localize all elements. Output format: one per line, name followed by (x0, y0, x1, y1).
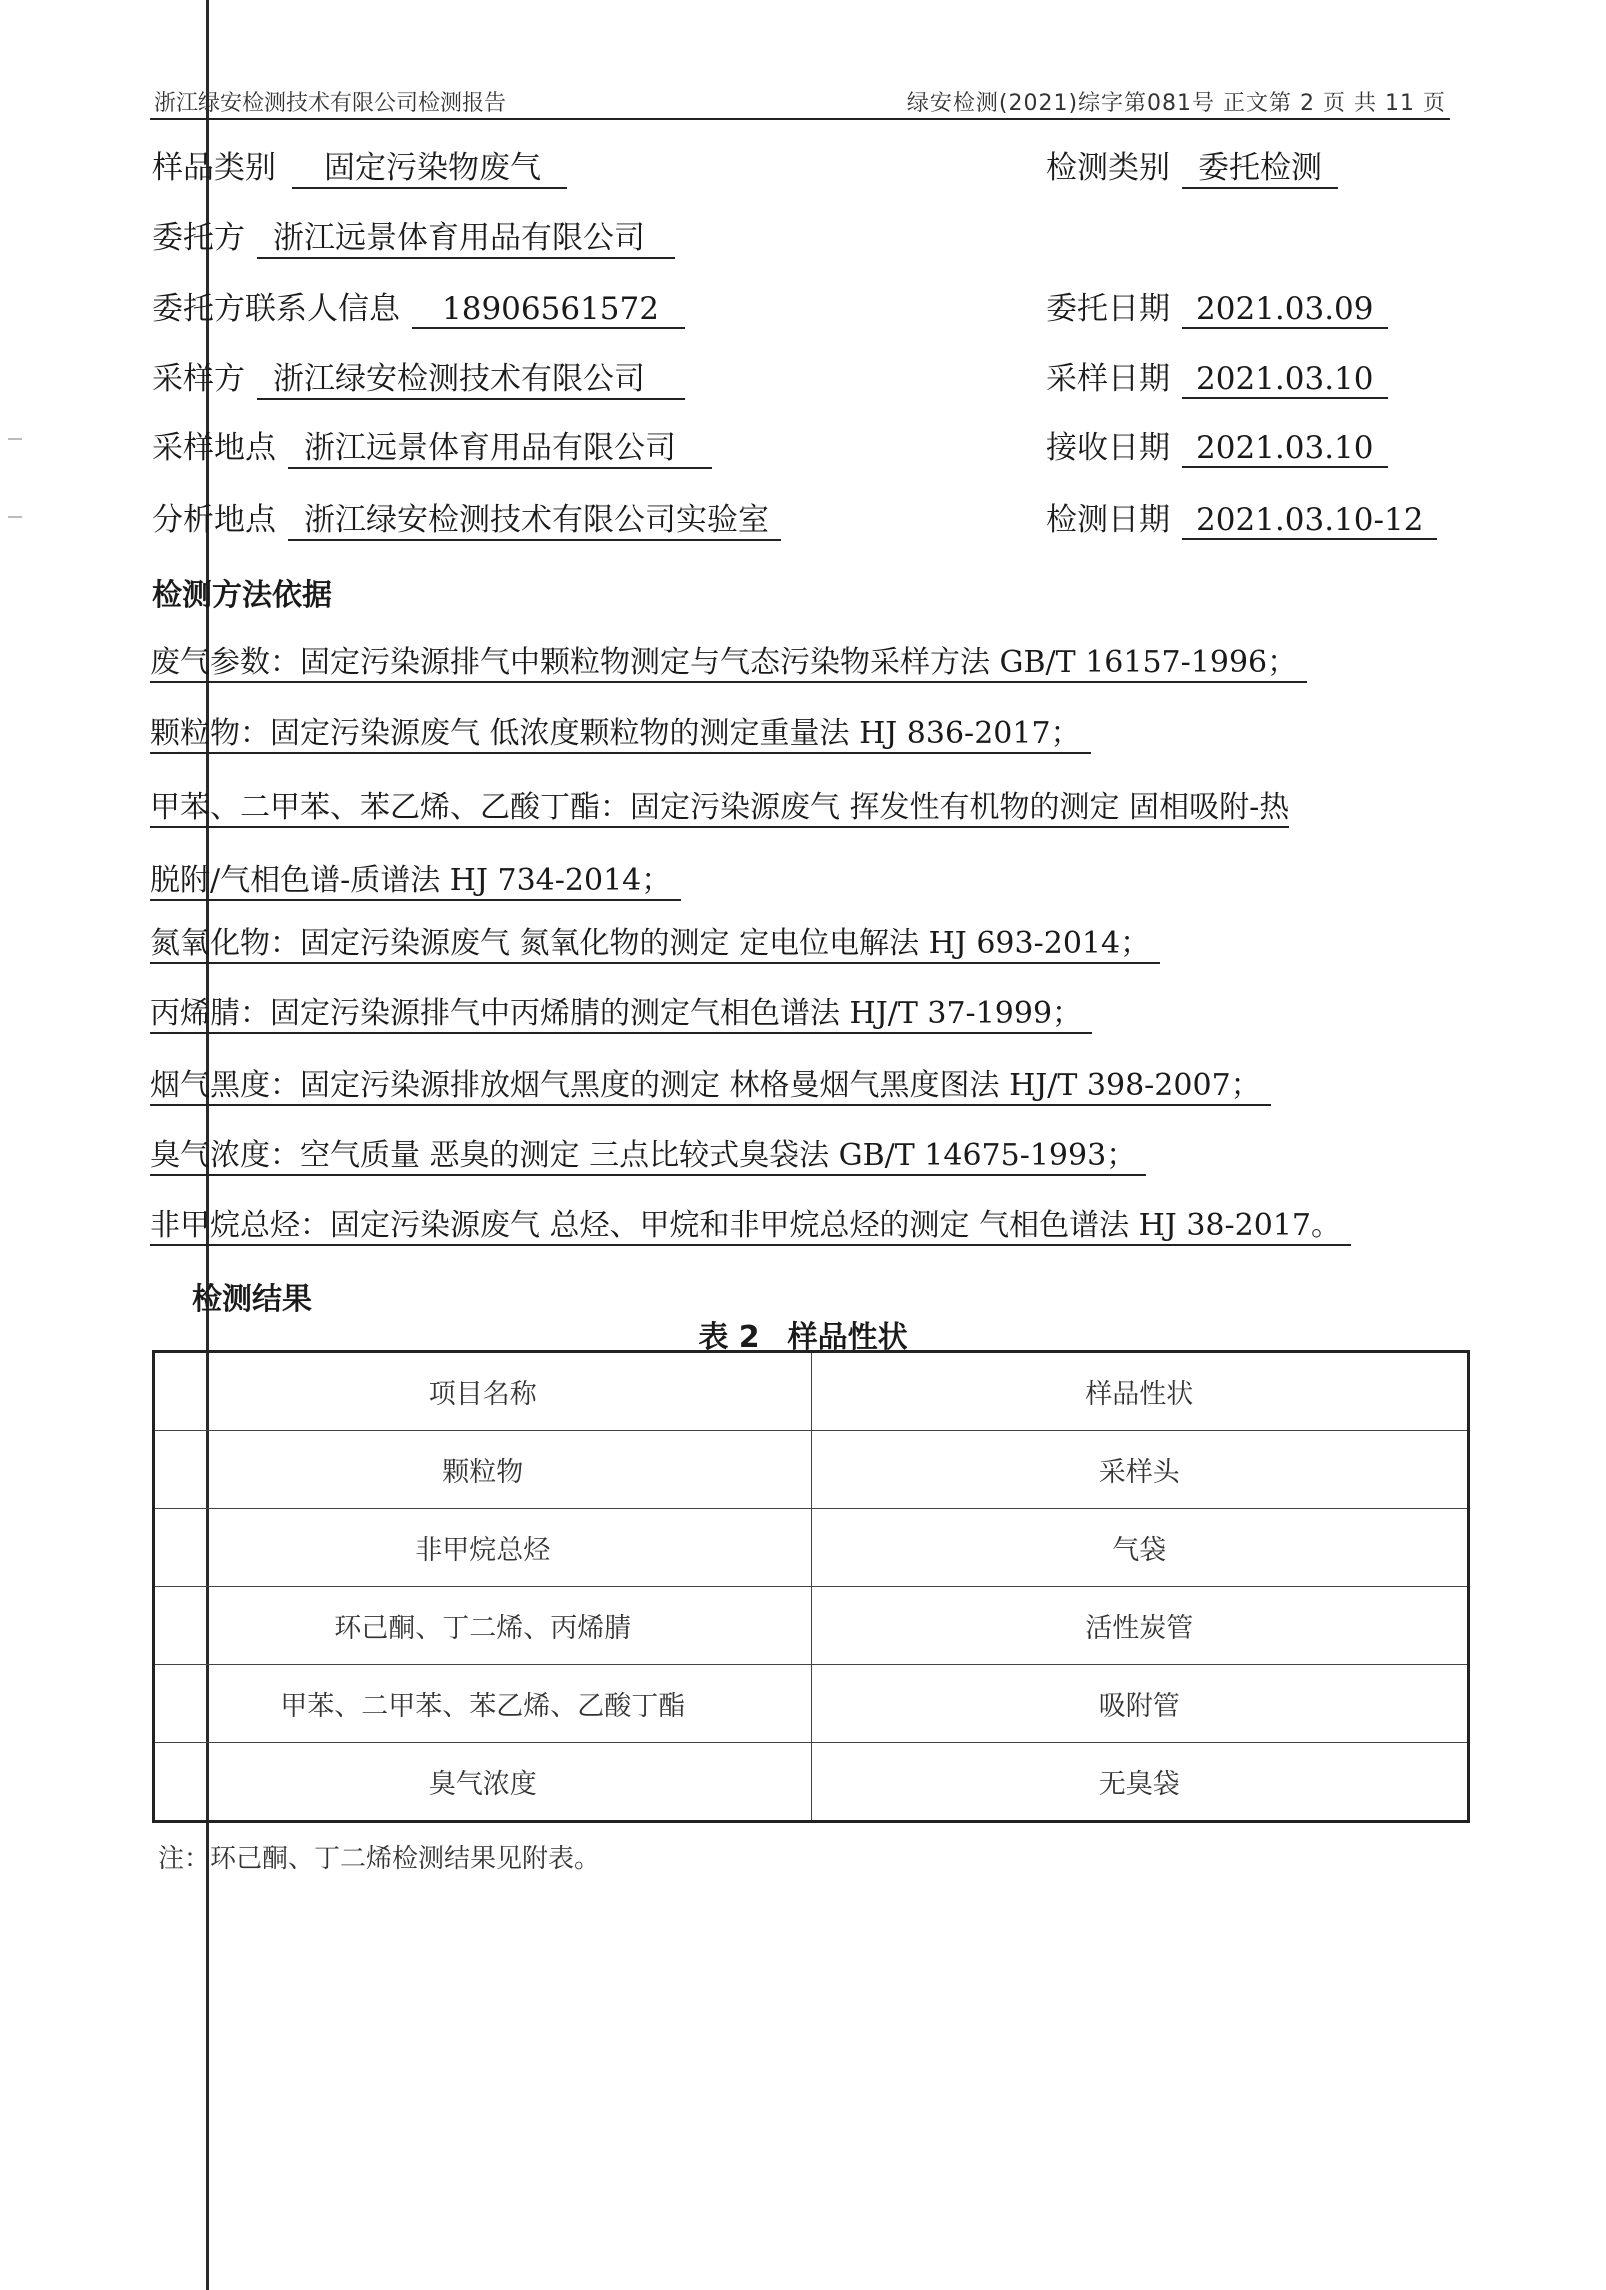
cell-property: 无臭袋 (811, 1743, 1469, 1822)
results-title: 检测结果 (192, 1282, 312, 1317)
field-label: 采样日期 (1046, 361, 1170, 397)
field-value: 2021.03.10-12 (1182, 502, 1437, 540)
sample-properties-table (152, 1350, 1470, 1823)
method-line: 甲苯、二甲苯、苯乙烯、乙酸丁酯：固定污染源废气 挥发性有机物的测定 固相吸附-热 (150, 782, 1289, 828)
field-test-type (1046, 142, 1338, 189)
field-value: 2021.03.10 (1182, 361, 1388, 399)
header-cell-property: 样品性状 (811, 1352, 1469, 1431)
cell-item: 颗粒物 (154, 1431, 812, 1509)
field-client (152, 212, 675, 259)
header-cell-item: 项目名称 (154, 1352, 812, 1431)
method-line: 非甲烷总烃：固定污染源废气 总烃、甲烷和非甲烷总烃的测定 气相色谱法 HJ 38-2017。 (150, 1200, 1351, 1246)
method-line: 丙烯腈：固定污染源排气中丙烯腈的测定气相色谱法 HJ/T 37-1999； (150, 988, 1092, 1034)
table-note: 注：环己酮、丁二烯检测结果见附表。 (158, 1844, 601, 1874)
table-title: 样品性状 (787, 1320, 908, 1355)
table-row (154, 1743, 1469, 1822)
header-report-number: 绿安检测(2021)综字第081号 正文第 2 页 共 11 页 (906, 91, 1446, 116)
table-number: 表 2 (698, 1320, 760, 1355)
field-value: 浙江远景体育用品有限公司 (288, 422, 712, 469)
cell-property: 气袋 (811, 1509, 1469, 1587)
cell-property: 活性炭管 (811, 1587, 1469, 1665)
field-value: 2021.03.09 (1182, 291, 1388, 329)
field-label: 委托日期 (1046, 291, 1170, 327)
cell-item: 环己酮、丁二烯、丙烯腈 (154, 1587, 812, 1665)
field-value: 固定污染物废气 (292, 142, 567, 189)
field-label: 检测类别 (1046, 150, 1170, 186)
table-row (154, 1431, 1469, 1509)
field-sampling-date (1046, 353, 1388, 399)
method-line: 烟气黑度：固定污染源排放烟气黑度的测定 林格曼烟气黑度图法 HJ/T 398-2007； (150, 1060, 1271, 1106)
cell-item: 甲苯、二甲苯、苯乙烯、乙酸丁酯 (154, 1665, 812, 1743)
report-header (150, 84, 1450, 120)
field-value: 浙江绿安检测技术有限公司实验室 (288, 494, 781, 541)
field-label: 接收日期 (1046, 430, 1170, 466)
table-header-row (154, 1352, 1469, 1431)
field-commission-date (1046, 283, 1388, 329)
field-label: 采样地点 (152, 430, 276, 466)
edge-mark (8, 438, 22, 440)
field-value: 浙江绿安检测技术有限公司 (257, 353, 685, 400)
field-label: 委托方 (152, 220, 245, 256)
field-label: 检测日期 (1046, 502, 1170, 538)
table-row (154, 1665, 1469, 1743)
method-line: 臭气浓度：空气质量 恶臭的测定 三点比较式臭袋法 GB/T 14675-1993； (150, 1130, 1146, 1176)
field-sampler (152, 353, 685, 400)
field-value: 18906561572 (412, 291, 685, 329)
cell-item: 非甲烷总烃 (154, 1509, 812, 1587)
method-line: 氮氧化物：固定污染源废气 氮氧化物的测定 定电位电解法 HJ 693-2014； (150, 918, 1160, 964)
cell-property: 采样头 (811, 1431, 1469, 1509)
field-analysis-site (152, 494, 781, 541)
cell-property: 吸附管 (811, 1665, 1469, 1743)
field-sampling-site (152, 422, 712, 469)
table-row (154, 1509, 1469, 1587)
field-label: 样品类别 (152, 150, 276, 186)
field-sample-type (152, 142, 567, 189)
method-line: 废气参数：固定污染源排气中颗粒物测定与气态污染物采样方法 GB/T 16157-1996； (150, 637, 1307, 683)
field-receive-date (1046, 422, 1388, 468)
field-label: 采样方 (152, 361, 245, 397)
field-client-contact (152, 283, 685, 329)
field-label: 分析地点 (152, 502, 276, 538)
field-label: 委托方联系人信息 (152, 291, 400, 327)
field-value: 委托检测 (1182, 142, 1338, 189)
methods-title: 检测方法依据 (152, 578, 332, 613)
cell-item: 臭气浓度 (154, 1743, 812, 1822)
table-row (154, 1587, 1469, 1665)
field-value: 2021.03.10 (1182, 430, 1388, 468)
header-company: 浙江绿安检测技术有限公司检测报告 (154, 91, 507, 116)
edge-mark (8, 516, 22, 518)
field-value: 浙江远景体育用品有限公司 (257, 212, 675, 259)
field-test-date (1046, 494, 1437, 540)
method-line: 颗粒物：固定污染源废气 低浓度颗粒物的测定重量法 HJ 836-2017； (150, 708, 1091, 754)
method-line: 脱附/气相色谱-质谱法 HJ 734-2014； (150, 855, 681, 901)
